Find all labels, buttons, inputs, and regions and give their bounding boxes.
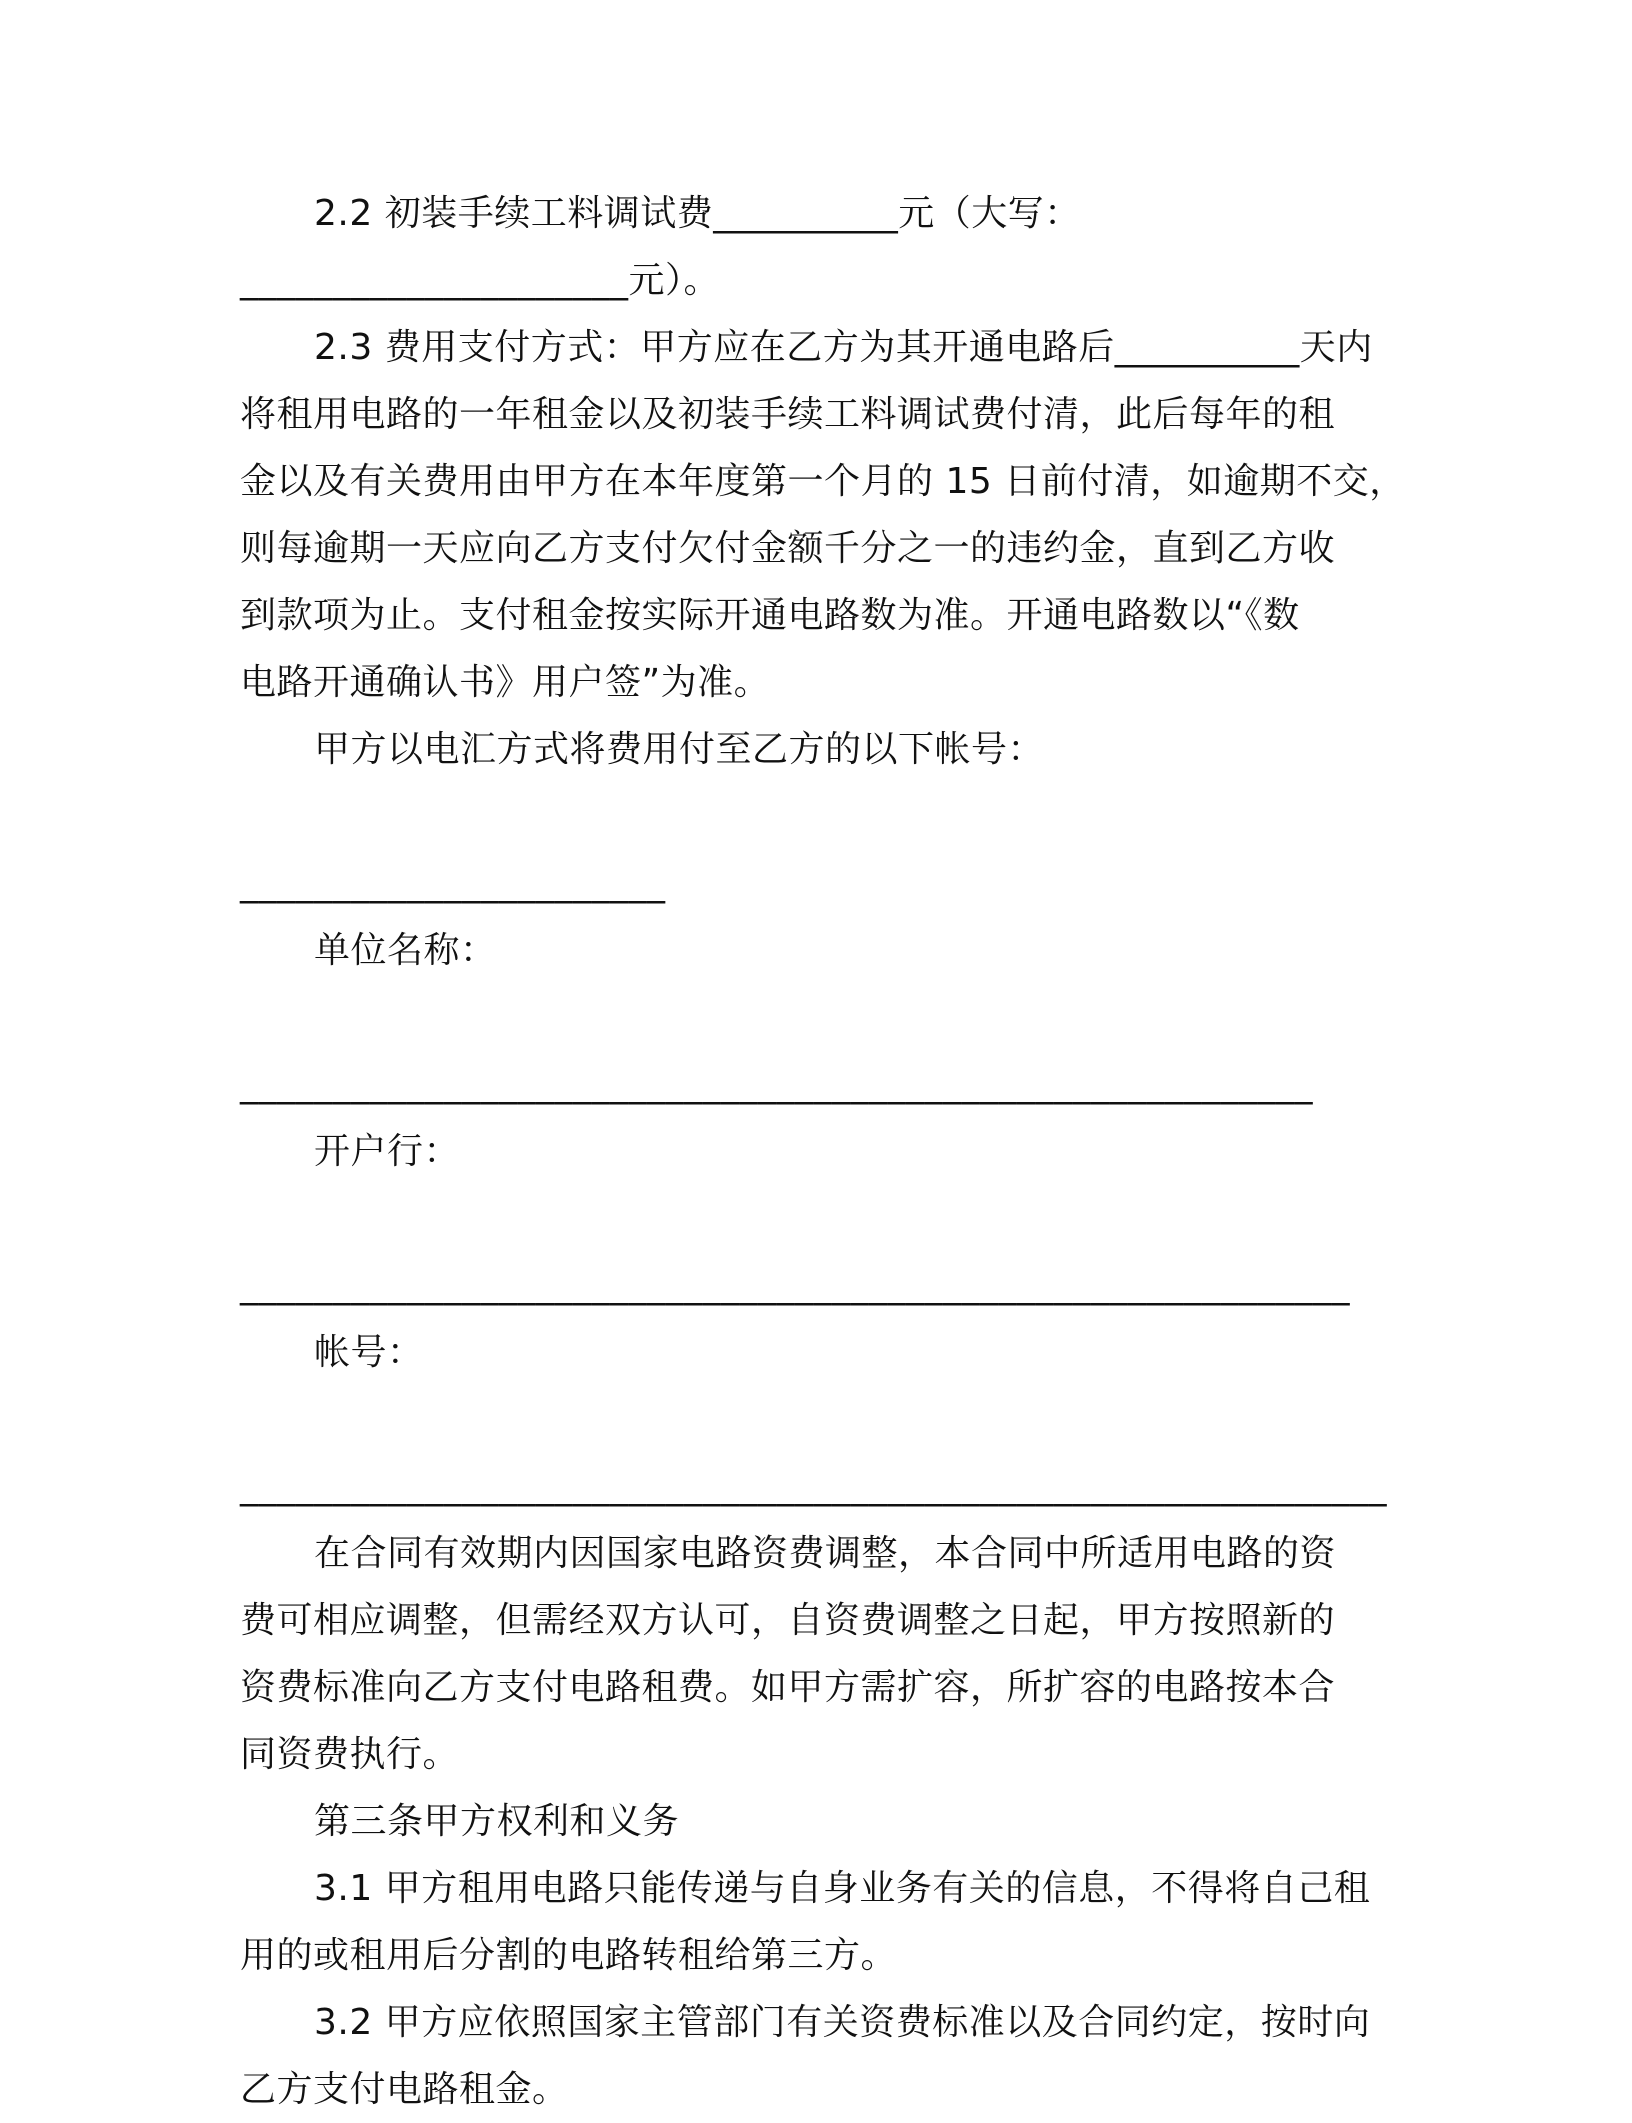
account-intro-line: 甲方以电汇方式将费用付至乙方的以下帐号： xyxy=(314,729,1045,770)
document-body xyxy=(240,180,1410,2123)
clause-2-3-line-6: 电路开通确认书》用户签”为准。 xyxy=(240,662,771,703)
unit-name-underline: __________________________________________________________ xyxy=(240,1064,1313,1105)
bank-blank xyxy=(240,1185,1410,1252)
clause-2-3-line-5: 到款项为止。支付租金按实际开通电路数为准。开通电路数以“《数 xyxy=(240,595,1300,636)
adjustment-line-2: 费可相应调整，但需经双方认可，自资费调整之日起，甲方按照新的 xyxy=(240,1600,1336,1641)
unit-name-label: 单位名称： xyxy=(314,930,497,971)
clause-3-2-line-1: 3.2 甲方应依照国家主管部门有关资费标准以及合同约定，按时向 xyxy=(314,2002,1371,2043)
adjustment-line-1: 在合同有效期内因国家电路资费调整，本合同中所适用电路的资 xyxy=(314,1533,1337,1574)
article-3-heading: 第三条甲方权利和义务 xyxy=(314,1801,680,1842)
clause-2-2-line-2: _____________________元）。 xyxy=(240,260,721,301)
account-number-blank xyxy=(240,1386,1410,1453)
clause-3-1-line-1: 3.1 甲方租用电路只能传递与自身业务有关的信息，不得将自己租 xyxy=(314,1868,1371,1909)
clause-2-3-line-1: 2.3 费用支付方式：甲方应在乙方为其开通电路后__________天内 xyxy=(314,327,1373,368)
adjustment-line-4: 同资费执行。 xyxy=(240,1734,460,1775)
bank-underline: ____________________________________________________________ xyxy=(240,1265,1350,1306)
account-number-underline: ______________________________________________________________ xyxy=(240,1466,1387,1507)
account-intro-underline: _______________________ xyxy=(240,863,666,904)
clause-3-1-line-2: 用的或租用后分割的电路转租给第三方。 xyxy=(240,1935,898,1976)
clause-3-2-line-2: 乙方支付电路租金。 xyxy=(240,2069,569,2110)
bank-label: 开户行： xyxy=(314,1131,461,1172)
clause-2-3-line-4: 则每逾期一天应向乙方支付欠付金额千分之一的违约金，直到乙方收 xyxy=(240,528,1336,569)
account-number-label: 帐号： xyxy=(314,1332,424,1373)
unit-name-blank xyxy=(240,984,1410,1051)
account-intro-blank xyxy=(240,783,1410,850)
clause-2-2-line-1: 2.2 初装手续工料调试费__________元（大写： xyxy=(314,193,1081,234)
clause-2-3-line-3: 金以及有关费用由甲方在本年度第一个月的 15 日前付清，如逾期不交， xyxy=(240,461,1406,502)
clause-2-3-line-2: 将租用电路的一年租金以及初装手续工料调试费付清，此后每年的租 xyxy=(240,394,1336,435)
adjustment-line-3: 资费标准向乙方支付电路租费。如甲方需扩容，所扩容的电路按本合 xyxy=(240,1667,1336,1708)
